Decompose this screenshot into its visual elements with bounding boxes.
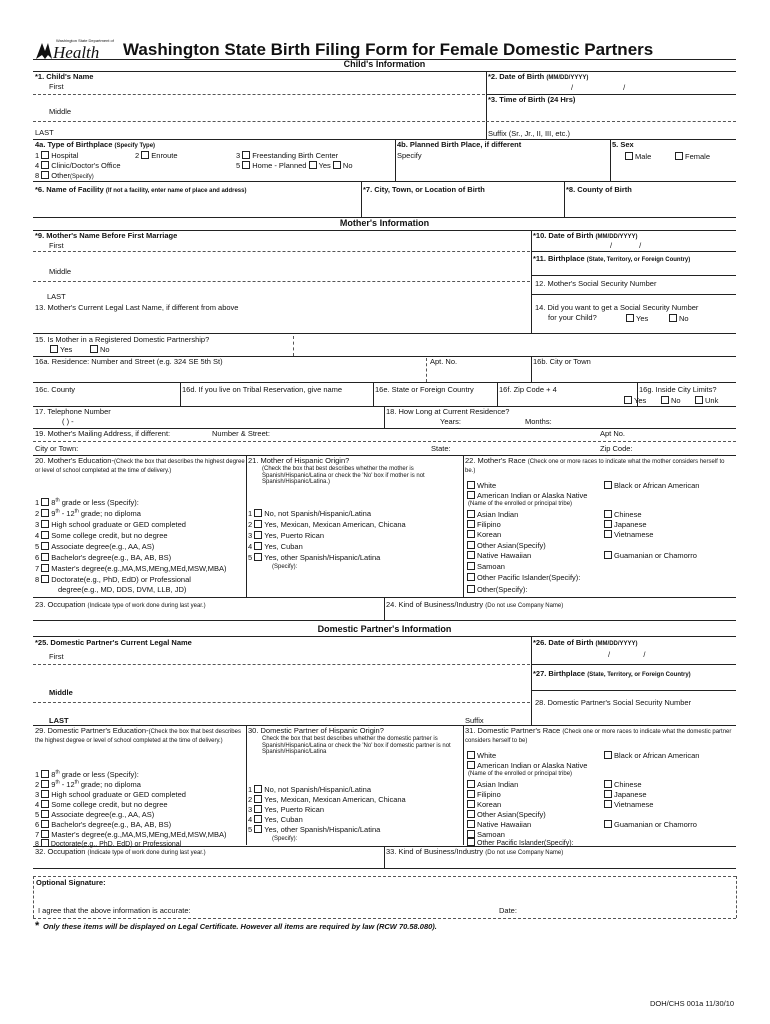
mother-race-guamanian[interactable]: Guamanian or Chamorro xyxy=(604,551,697,561)
domestic-partnership-yes-checkbox[interactable]: Yes xyxy=(50,345,72,355)
partner-race-samoan[interactable]: Samoan xyxy=(467,830,505,840)
mother-hisp-1[interactable]: 1 No, not Spanish/Hispanic/Latina xyxy=(248,509,371,518)
telephone-label: 17. Telephone Number xyxy=(35,407,111,416)
mother-hisp-specify: (Specify): xyxy=(272,564,298,570)
birthplace-option-1[interactable]: 1 Hospital xyxy=(35,151,79,160)
section-mother-info: Mother's Information xyxy=(339,218,430,228)
months-label: Months: xyxy=(525,417,552,426)
partner-race-white[interactable]: White xyxy=(467,751,496,761)
footer-note: Only these items will be displayed on Legal Certificate. However all items are required by law (RCW 70.58.080). xyxy=(43,922,437,931)
ssn-request-label-2: for your Child? xyxy=(548,313,597,322)
partner-race-japanese[interactable]: Japanese xyxy=(604,790,647,800)
mother-middle-label: Middle xyxy=(49,267,72,276)
domestic-partnership-no-checkbox[interactable]: No xyxy=(90,345,110,355)
partner-hisp-2[interactable]: 2 Yes, Mexican, Mexican American, Chicana xyxy=(248,795,406,804)
ssn-request-label-1: 14. Did you want to get a Social Security Number xyxy=(535,303,699,312)
residence-city-label: 16b. City or Town xyxy=(533,357,591,366)
planned-birthplace-label: 4b. Planned Birth Place, if different xyxy=(397,140,522,149)
mailing-street-label: Number & Street: xyxy=(212,429,270,438)
partner-ssn-label: 28. Domestic Partner's Social Security Number xyxy=(535,698,692,707)
mother-race-asian-indian[interactable]: Asian Indian xyxy=(467,510,518,520)
partner-education-block: 29. Domestic Partner's Education-(Check the box that best describes the highest degree or level of school completed at the time of delivery.) xyxy=(35,726,241,744)
partner-occupation-label: 32. Occupation (Indicate type of work done during last year.) xyxy=(35,847,206,856)
ssn-request-no-checkbox[interactable]: No xyxy=(669,314,689,324)
mother-race-vietnamese[interactable]: Vietnamese xyxy=(604,530,653,540)
partner-last-label: LAST xyxy=(49,716,69,725)
facility-label: *6. Name of Facility (If not a facility, enter name of place and address) xyxy=(35,185,247,194)
sex-male-checkbox[interactable]: Male xyxy=(625,152,651,162)
city-limits-unk-checkbox[interactable]: Unk xyxy=(695,396,718,406)
mother-maiden-name-label: *9. Mother's Name Before First Marriage xyxy=(35,231,178,240)
residence-duration-label: 18. How Long at Current Residence? xyxy=(386,407,510,416)
mother-race-block: 22. Mother's Race (Check one or more races to indicate what the mother considers herself to be.) xyxy=(465,456,725,474)
birthplace-option-2[interactable]: 2 Enroute xyxy=(135,151,178,160)
ssn-request-yes-checkbox[interactable]: Yes xyxy=(626,314,648,324)
partner-hisp-4[interactable]: 4 Yes, Cuban xyxy=(248,815,303,824)
mother-hispanic-block: 21. Mother of Hispanic Origin? (Check the box that best describes whether the mother is Spanish/Hispanic/Latina or check the 'No' box if mother is not Spanish/Hispanic/Latina.) xyxy=(248,456,425,486)
mother-first-label: First xyxy=(49,241,64,250)
mother-legal-last-label: 13. Mother's Current Legal Last Name, if different from above xyxy=(35,303,239,312)
mother-hisp-4[interactable]: 4 Yes, Cuban xyxy=(248,542,303,551)
mother-hisp-5[interactable]: 5 Yes, other Spanish/Hispanic/Latina xyxy=(248,553,381,562)
planned-specify-label: Specify xyxy=(397,151,422,160)
birthplace-type-label: 4a. Type of Birthplace (Specify Type) xyxy=(35,140,156,149)
mailing-state-label: State: xyxy=(431,444,451,453)
signature-agree-label[interactable]: I agree that the above information is accurate: xyxy=(38,906,191,915)
partner-race-other-pi[interactable]: Other Pacific Islander(Specify): xyxy=(467,838,573,848)
partner-hisp-specify: (Specify): xyxy=(272,836,298,842)
partner-race-black[interactable]: Black or African American xyxy=(604,751,699,761)
mother-race-tribe: (Name of the enrolled or principal tribe) xyxy=(468,501,573,507)
mother-dob-slashes: / / xyxy=(610,241,642,250)
partner-first-label: First xyxy=(49,652,64,661)
mailing-apt-label: Apt No. xyxy=(600,429,626,438)
residence-apt-label: Apt. No. xyxy=(430,357,458,366)
partner-industry-label: 33. Kind of Business/Industry (Do not use Company Name) xyxy=(386,847,564,856)
partner-hispanic-block: 30. Domestic Partner of Hispanic Origin? Check the box that best describes whether the domestic partner is Spanish/Hispanic/Latina or check the 'No' box if domestic partner is not Spanish/Hispanic/Latina xyxy=(248,726,451,756)
tribal-reservation-label: 16d. If you live on Tribal Reservation, give name xyxy=(182,385,343,394)
mother-birthplace-label: *11. Birthplace (State, Territory, or Foreign Country) xyxy=(533,254,691,263)
mother-occupation-label: 23. Occupation (Indicate type of work done during last year.) xyxy=(35,600,206,609)
mother-ssn-label: 12. Mother's Social Security Number xyxy=(535,279,657,288)
page-title: Washington State Birth Filing Form for Female Domestic Partners xyxy=(123,40,654,59)
residence-county-label: 16c. County xyxy=(35,385,76,394)
mother-industry-label: 24. Kind of Business/Industry (Do not use Company Name) xyxy=(386,600,564,609)
child-last-label: LAST xyxy=(35,128,54,137)
mother-edu-degree-line: degree(e.g., MD, DDS, DVM, LLB, JD) xyxy=(58,585,187,594)
mother-hisp-3[interactable]: 3 Yes, Puerto Rican xyxy=(248,531,325,540)
partner-name-label: *25. Domestic Partner's Current Legal Name xyxy=(35,638,192,647)
partner-edu-5[interactable]: 5 Associate degree(e.g., AA, AS) xyxy=(35,810,155,819)
mother-edu-2[interactable]: 2 9th - 12th grade; no diploma xyxy=(35,508,141,518)
residence-state-label: 16e. State or Foreign Country xyxy=(375,385,474,394)
child-suffix-label: Suffix (Sr., Jr., II, III, etc.) xyxy=(488,129,570,138)
city-of-birth-label: *7. City, Town, or Location of Birth xyxy=(363,185,485,194)
birthplace-option-8[interactable]: 8 Other(Specify) xyxy=(35,171,94,180)
inside-city-limits-label: 16g. Inside City Limits? xyxy=(639,385,717,394)
child-dob-slashes: / / xyxy=(571,83,626,92)
child-middle-label: Middle xyxy=(49,107,72,116)
residence-zip-label: 16f. Zip Code + 4 xyxy=(499,385,557,394)
optional-signature-label: Optional Signature: xyxy=(36,878,106,887)
mailing-address-label: 19. Mother's Mailing Address, if different: xyxy=(35,429,171,438)
partner-edu-8[interactable]: 8 Doctorate(e.g., PhD, EdD) or Professional xyxy=(35,841,182,848)
partner-race-chinese[interactable]: Chinese xyxy=(604,780,642,790)
residence-street-label: 16a. Residence: Number and Street (e.g. 324 SE 5th St) xyxy=(35,357,223,366)
mother-dob-label: *10. Date of Birth (MM/DD/YYYY) xyxy=(533,231,638,240)
partner-edu-4[interactable]: 4 Some college credit, but no degree xyxy=(35,800,168,809)
mother-race-other-asian[interactable]: Other Asian(Specify) xyxy=(467,541,546,551)
city-limits-no-checkbox[interactable]: No xyxy=(661,396,681,406)
signature-date-label[interactable]: Date: xyxy=(499,906,517,915)
mother-race-filipino[interactable]: Filipino xyxy=(467,520,501,530)
mother-edu-7[interactable]: 7 Master's degree(e.g.,MA,MS,MEng,MEd,MSW,MBA) xyxy=(35,564,227,573)
partner-race-tribe: (Name of the enrolled or principal tribe) xyxy=(468,771,573,777)
partner-birthplace-label: *27. Birthplace (State, Territory, or Foreign Country) xyxy=(533,669,691,678)
sex-female-checkbox[interactable]: Female xyxy=(675,152,710,162)
mother-race-black[interactable]: Black or African American xyxy=(604,481,699,491)
partner-edu-7[interactable]: 7 Master's degree(e.g.,MA,MS,MEng,MEd,MSW,MBA) xyxy=(35,830,227,839)
partner-edu-1[interactable]: 1 8th grade or less (Specify): xyxy=(35,769,139,779)
partner-middle-label: Middle xyxy=(49,688,73,697)
section-partner-info: Domestic Partner's Information xyxy=(317,624,452,634)
partner-race-guamanian[interactable]: Guamanian or Chamorro xyxy=(604,820,697,830)
mother-race-chinese[interactable]: Chinese xyxy=(604,510,642,520)
partner-race-vietnamese[interactable]: Vietnamese xyxy=(604,800,653,810)
partner-hisp-5[interactable]: 5 Yes, other Spanish/Hispanic/Latina xyxy=(248,825,381,834)
county-of-birth-label: *8. County of Birth xyxy=(566,185,632,194)
birthplace-option-4[interactable]: 4 Clinic/Doctor's Office xyxy=(35,161,121,170)
mother-edu-5[interactable]: 5 Associate degree(e.g., AA, AS) xyxy=(35,542,155,551)
mother-edu-6[interactable]: 6 Bachelor's degree(e.g., BA, AB, BS) xyxy=(35,553,172,562)
logo-health-text: Health xyxy=(53,43,100,62)
child-first-label: First xyxy=(49,82,64,91)
mailing-zip-label: Zip Code: xyxy=(600,444,633,453)
wa-doh-logo-icon xyxy=(34,41,54,61)
partner-edu-2[interactable]: 2 9th - 12th grade; no diploma xyxy=(35,779,141,789)
partner-race-filipino[interactable]: Filipino xyxy=(467,790,501,800)
mother-race-aian[interactable]: American Indian or Alaska Native xyxy=(467,491,587,501)
sex-label: 5. Sex xyxy=(612,140,634,149)
child-name-label: *1. Child's Name xyxy=(35,72,94,81)
child-dob-label: *2. Date of Birth (MM/DD/YYYY) xyxy=(488,72,589,81)
mother-edu-3[interactable]: 3 High school graduate or GED completed xyxy=(35,520,186,529)
section-child-info: Child's Information xyxy=(343,59,426,69)
partner-race-asian-indian[interactable]: Asian Indian xyxy=(467,780,518,790)
mother-race-japanese[interactable]: Japanese xyxy=(604,520,647,530)
child-time-label: *3. Time of Birth (24 Hrs) xyxy=(488,95,576,104)
partner-race-aian[interactable]: American Indian or Alaska Native xyxy=(467,761,587,771)
partner-edu-3[interactable]: 3 High school graduate or GED completed xyxy=(35,790,186,799)
mother-race-samoan[interactable]: Samoan xyxy=(467,562,505,572)
partner-race-native-hawaiian[interactable]: Native Hawaiian xyxy=(467,820,531,830)
partner-dob-slashes: / / xyxy=(608,650,646,659)
form-code: DOH/CHS 001a 11/30/10 xyxy=(650,999,735,1008)
domestic-partnership-label: 15. Is Mother in a Registered Domestic Partnership? xyxy=(35,335,210,344)
mother-edu-1[interactable]: 1 8th grade or less (Specify): xyxy=(35,497,139,507)
partner-race-korean[interactable]: Korean xyxy=(467,800,501,810)
mother-race-other-pi[interactable]: Other Pacific Islander(Specify): xyxy=(467,573,580,583)
mother-race-white[interactable]: White xyxy=(467,481,496,491)
years-label: Years: xyxy=(440,417,461,426)
partner-suffix-label: Suffix xyxy=(465,716,484,725)
mother-edu-8[interactable]: 8 Doctorate(e.g., PhD, EdD) or Professional xyxy=(35,575,191,584)
partner-race-other-asian[interactable]: Other Asian(Specify) xyxy=(467,810,546,820)
birthplace-option-3[interactable]: 3 Freestanding Birth Center xyxy=(236,151,339,160)
mother-race-korean[interactable]: Korean xyxy=(467,530,501,540)
city-limits-yes-checkbox[interactable]: Yes xyxy=(624,396,646,406)
mailing-city-label: City or Town: xyxy=(35,444,79,453)
mother-education-block: 20. Mother's Education-(Check the box that describes the highest degree or level of school completed at the time of delivery.) xyxy=(35,456,245,474)
mother-race-native-hawaiian[interactable]: Native Hawaiian xyxy=(467,551,531,561)
telephone-format: ( ) - xyxy=(62,417,74,426)
partner-hisp-3[interactable]: 3 Yes, Puerto Rican xyxy=(248,805,325,814)
mother-last-label: LAST xyxy=(47,292,66,301)
footer-asterisk: * xyxy=(35,920,40,932)
partner-hisp-1[interactable]: 1 No, not Spanish/Hispanic/Latina xyxy=(248,785,371,794)
mother-race-other[interactable]: Other(Specify): xyxy=(467,585,527,595)
mother-hisp-2[interactable]: 2 Yes, Mexican, Mexican American, Chicana xyxy=(248,520,406,529)
mother-edu-4[interactable]: 4 Some college credit, but no degree xyxy=(35,531,168,540)
partner-edu-6[interactable]: 6 Bachelor's degree(e.g., BA, AB, BS) xyxy=(35,820,172,829)
birthplace-option-5[interactable]: 5 Home - Planned Yes No xyxy=(236,161,353,170)
partner-race-block: 31. Domestic Partner's Race (Check one or more races to indicate what the domestic partner considers herself to be) xyxy=(465,726,732,744)
partner-dob-label: *26. Date of Birth (MM/DD/YYYY) xyxy=(533,638,638,647)
logo-small-text: Washington State Department of xyxy=(56,38,114,43)
